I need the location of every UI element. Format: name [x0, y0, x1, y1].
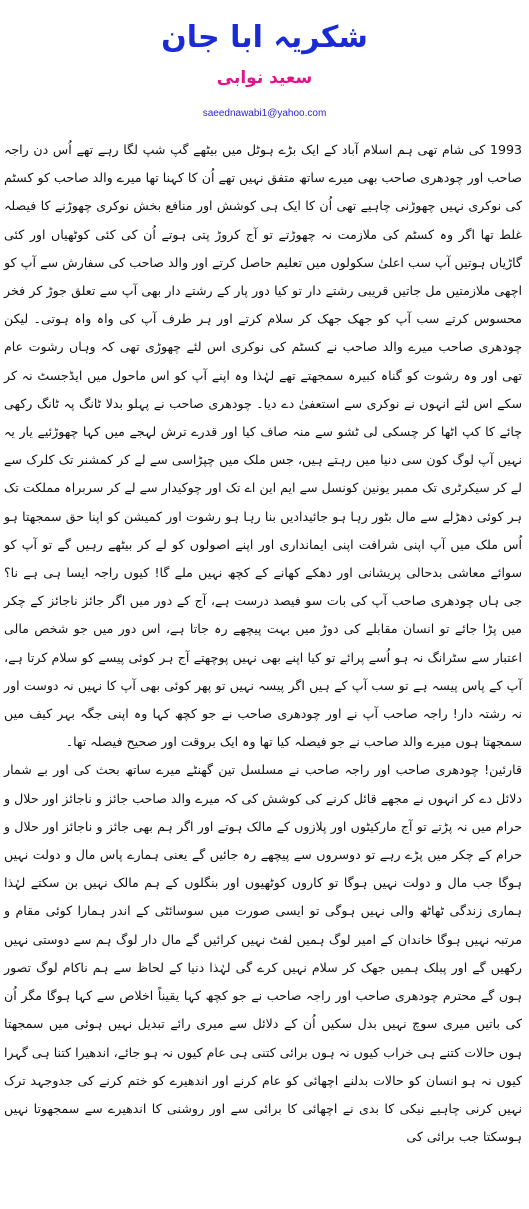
author-email: saeednawabi1@yahoo.com — [202, 108, 327, 119]
author-name: سعید نوابی — [216, 68, 313, 88]
paragraph-1: 1993 کی شام تھی ہم اسلام آباد کے ایک بڑے ہوٹل میں بیٹھے گپ شپ لگا رہے تھے اُس دن راجہ صاحب اور چودھری صاحب بھی میرے ساتھ متفق نہیں تھے اُن کا کہنا تھا میرے والد صاحب کو کسٹم کی نوکری نہیں چھوڑنی چاہیے تھی اُن کا ایک ہی کوشش اور منافع بخش نوکری چھوڑنے کا فیصلہ غلط تھا اگر وہ کسٹم کی ملازمت نہ چھوڑتے تو آج کروڑ پتی ہوتے اُن کی کئی کوٹھیاں اور کئی گاڑیاں ہوتیں آپ سب اعلیٰ سکولوں میں تعلیم حاصل کرتے اور والد صاحب کی سفارش سے آپ کو اچھی ملازمتیں مل جاتیں قریبی رشتے دار تو کیا دور پار کے رشتے دار بھی آپ سے تعلق جوڑ کر فخر محسوس کرتے سب آپ کو جھک جھک کر سلام کرتے اور ہر طرف آپ کی واہ واہ ہوتی۔ لیکن چودھری صاحب میرے والد صاحب نے کسٹم کی نوکری اس لئے چھوڑی تھی کہ وہاں رشوت عام تھی اور وہ رشوت کو گناہ کبیرہ سمجھتے تھے لہٰذا وہ اپنے آپ کو اس ماحول میں ایڈجسٹ نہ کر سکے اس لئے انہوں نے نوکری سے استعفیٰ دے دیا۔ چودھری صاحب نے پہلو بدلا ٹانگ پہ ٹانگ رکھی چائے کا کپ اٹھا کر چسکی لی ٹشو سے منہ صاف کیا اور قدرے ترش لہجے میں کہا چھوڑئیے یار یہ نہیں آپ لوگ کون سی دنیا میں رہتے ہیں، جس ملک میں چپڑاسی سے لے کر کمشنر تک کلرک سے لے کر سیکرٹری تک ممبر یونین کونسل سے ایم این اے تک اور چوکیدار سے لے کر سربراہ مملکت تک ہر کوئی دھڑلے سے مال بٹور رہا ہو جائیدادیں بنا رہا ہو رشوت اور کمیشن کو اپنا حق سمجھتا ہو اُس ملک میں آپ اپنی شرافت اپنی ایمانداری اور اپنے اصولوں کو لے کر بیٹھے رہیں گے تو آپ کو سوائے معاشی بدحالی پریشانی اور دھکے کھانے کے کچھ نہیں ملے گا! کیوں راجہ ایسا ہی ہے نا؟ جی ہاں چودھری صاحب آپ کی بات سو فیصد درست ہے، آج کے دور میں اگر جائز ناجائز کے چکر میں پڑا جائے تو انسان مقابلے کی دوڑ میں بہت پیچھے رہ جاتا ہے، اس دور میں جو شخص مالی اعتبار سے سٹرانگ نہ ہو اُسے پرائے تو کیا اپنے بھی نہیں پوچھتے آج ہر کوئی پیسے کو سلام کرتا ہے، آپ کے پاس پیسہ ہے تو سب آپ کے ہیں اگر پیسہ نہیں تو پھر کوئی بھی آپ کا نہیں نہ دوست اور نہ رشتہ دار! راجہ صاحب آپ نے اور چودھری صاحب نے جو کچھ کہا وہ اپنی جگہ بہر کیف میں سمجھتا ہوں میرے والد صاحب نے جو فیصلہ کیا تھا وہ ایک بروقت اور صحیح فیصلہ تھا۔ — [4, 142, 522, 750]
article-title: شکریہ ابا جان — [161, 20, 368, 55]
article-body — [4, 136, 522, 1151]
paragraph-2: قارئین! چودھری صاحب اور راجہ صاحب نے مسلسل تین گھنٹے میرے ساتھ بحث کی اور بے شمار دلائل دے کر انہوں نے مجھے قائل کرنے کی کوشش کی کہ میرے والد صاحب جائز و ناجائز اور حلال و حرام میں نہ پڑتے تو آج مارکیٹوں اور پلازوں کے مالک ہوتے اور اگر ہم بھی جائز و ناجائز اور حلال و حرام کے چکر میں پڑے رہے تو دوسروں سے پیچھے رہ جائیں گے یعنی ہمارے پاس مال و دولت نہیں ہوگا جب مال و دولت نہیں ہوگا تو کاروں کوٹھیوں اور بنگلوں کے ہم مالک نہیں بن سکتے لہٰذا ہماری زندگی ٹھاٹھ والی نہیں ہوگی تو ایسی صورت میں سوسائٹی کے اندر ہمارا کوئی مقام و مرتبہ نہیں ہوگا خاندان کے امیر لوگ ہمیں لفٹ نہیں کرائیں گے مال دار لوگ ہم سے دوستی نہیں رکھیں گے اور پبلک ہمیں جھک کر سلام نہیں کرے گی لہٰذا دنیا کے لحاظ سے ہم ناکام لوگ تصور ہوں گے محترم چودھری صاحب اور راجہ صاحب نے جو کچھ کہا یقیناً اخلاص سے کہا ہوگا مگر اُن کی باتیں میری سوچ نہیں بدل سکیں اُن کے دلائل سے میری رائے تبدیل نہیں ہوئی میں سمجھتا ہوں حالات کتنے ہی خراب کیوں نہ ہوں برائی کتنی ہی عام کیوں نہ ہو جائے، اندھیرا کتنا ہی گہرا کیوں نہ ہو انسان کو حالات بدلنے اچھائی کو عام کرنے اور اندھیرے کو ختم کرنے کی جدوجہد ترک نہیں کرنی چاہیے نیکی کا بدی نے اچھائی کا برائی سے اور روشنی کا اندھیرے سے سمجھوتا نہیں ہوسکتا جب برائی کی — [4, 762, 522, 1145]
